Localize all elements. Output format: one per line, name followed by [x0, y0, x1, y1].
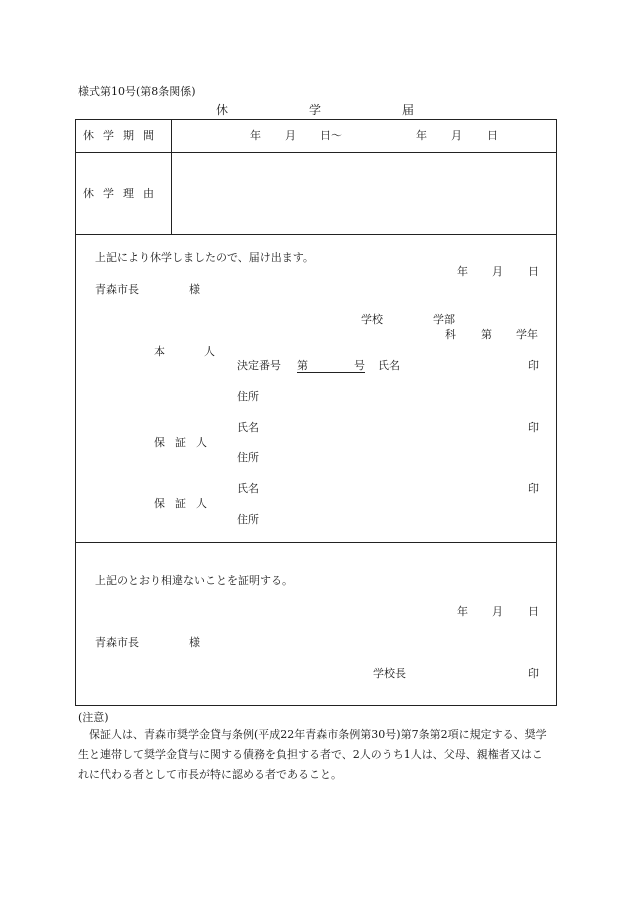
- certification-addressee: 青森市長: [95, 636, 139, 649]
- grade-suffix: 学年: [516, 328, 538, 341]
- declaration-statement: 上記により休学しましたので、届け出ます。: [95, 251, 314, 264]
- self-seal: 印: [528, 359, 539, 372]
- guarantor-2-seal: 印: [528, 482, 539, 495]
- grade-prefix: 第: [481, 328, 492, 341]
- self-label: 本 人: [154, 345, 229, 358]
- declaration-day: 日: [528, 265, 539, 278]
- department-label: 科: [445, 328, 456, 341]
- notes-body: 保証人は、青森市奨学金貸与条例(平成22年青森市条例第30号)第7条第2項に規定する、奨学生と連帯して奨学金貸与に関する債務を負担する者で、2人のうち1人は、父母、親権者又はこれに代わる者として市長が特に認める者であること。: [78, 728, 547, 781]
- period-label: 休学期間: [83, 129, 163, 142]
- period-to-month: 月: [451, 129, 462, 142]
- declaration-month: 月: [492, 265, 503, 278]
- guarantor-1-seal: 印: [528, 421, 539, 434]
- certification-honorific: 様: [189, 636, 200, 649]
- title-char-2: 学: [309, 103, 322, 117]
- period-from-month: 月: [285, 129, 296, 142]
- title-char-1: 休: [216, 103, 229, 117]
- period-to-year: 年: [416, 129, 427, 142]
- period-from-year: 年: [250, 129, 261, 142]
- certification-day: 日: [528, 605, 539, 618]
- notes-heading: (注意): [78, 711, 109, 724]
- guarantor-1-address-label: 住所: [237, 451, 259, 464]
- certification-year: 年: [457, 605, 468, 618]
- guarantor-1-name-label: 氏名: [237, 421, 259, 434]
- self-address-label: 住所: [237, 390, 259, 403]
- declaration-addressee: 青森市長: [95, 283, 139, 296]
- row-divider-1: [75, 152, 557, 153]
- faculty-label: 学部: [433, 313, 455, 326]
- decision-no-prefix: 第: [297, 359, 308, 372]
- declaration-honorific: 様: [189, 283, 200, 296]
- guarantor-2-address-label: 住所: [237, 513, 259, 526]
- row-divider-3: [75, 542, 557, 543]
- form-table: [75, 119, 557, 706]
- self-name-label: 氏名: [378, 359, 400, 372]
- decision-no-suffix: 号: [354, 359, 365, 372]
- form-number: 様式第10号(第8条関係): [78, 85, 196, 98]
- certification-month: 月: [492, 605, 503, 618]
- certification-statement: 上記のとおり相違ないことを証明する。: [95, 574, 293, 587]
- school-label: 学校: [361, 313, 383, 326]
- declaration-year: 年: [457, 265, 468, 278]
- decision-no-field: [297, 360, 365, 373]
- period-from-day: 日〜: [320, 129, 342, 142]
- title-char-3: 届: [402, 103, 415, 117]
- guarantor-2-label: 保証人: [154, 497, 217, 510]
- principal-label: 学校長: [373, 667, 406, 680]
- decision-no-label: 決定番号: [237, 359, 281, 372]
- principal-seal: 印: [528, 667, 539, 680]
- guarantor-2-name-label: 氏名: [237, 482, 259, 495]
- row-divider-2: [75, 234, 557, 235]
- period-to-day: 日: [487, 129, 498, 142]
- reason-label: 休学理由: [83, 187, 163, 200]
- guarantor-1-label: 保証人: [154, 436, 217, 449]
- label-column-divider: [171, 119, 172, 234]
